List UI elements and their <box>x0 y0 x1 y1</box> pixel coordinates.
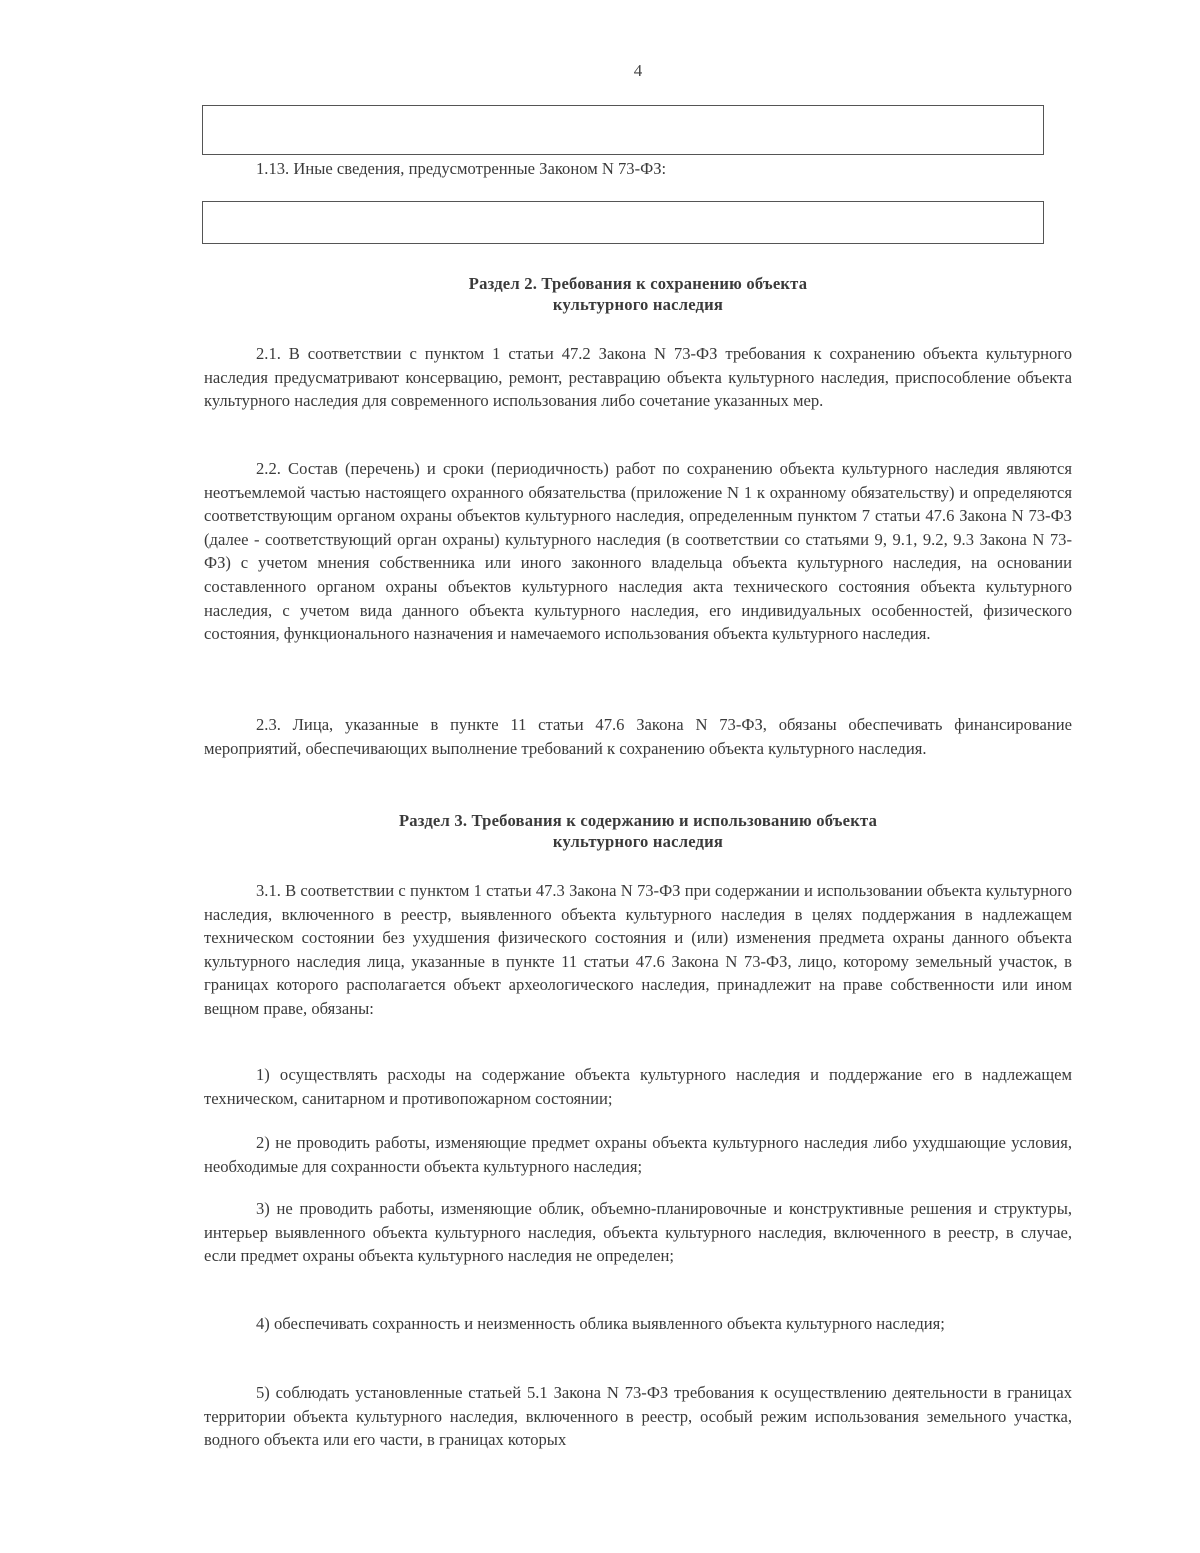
section-3-heading-line2: культурного наследия <box>552 832 724 851</box>
paragraph-2-1: 2.1. В соответствии с пунктом 1 статьи 47.2 Закона N 73-ФЗ требования к сохранению объекта культурного наследия предусматривают консервацию, ремонт, реставрацию объекта культурного наследия, приспособление объекта культурного наследия для современного использования либо сочетание указанных мер. <box>204 344 1072 411</box>
list-item-5: 5) соблюдать установленные статьей 5.1 Закона N 73-ФЗ требования к осуществлению деятельности в границах территории объекта культурного наследия, включенного в реестр, особый режим использования земельного участка, водного объекта или его части, в границах которых <box>204 1383 1072 1450</box>
section-2-heading <box>204 273 1072 315</box>
list-item-1: 1) осуществлять расходы на содержание объекта культурного наследия и поддержание его в надлежащем техническом, санитарном и противопожарном состоянии; <box>204 1065 1072 1108</box>
section-3-heading <box>204 810 1072 852</box>
list-item-2: 2) не проводить работы, изменяющие предмет охраны объекта культурного наследия либо ухудшающие условия, необходимые для сохранности объекта культурного наследия; <box>204 1133 1072 1176</box>
page-number: 4 <box>633 61 643 80</box>
paragraph-2-3: 2.3. Лица, указанные в пункте 11 статьи 47.6 Закона N 73-ФЗ, обязаны обеспечивать финансирование мероприятий, обеспечивающих выполнение требований к сохранению объекта культурного наследия. <box>204 715 1072 758</box>
field-box-1-13 <box>202 201 1044 244</box>
paragraph-3-1: 3.1. В соответствии с пунктом 1 статьи 47.3 Закона N 73-ФЗ при содержании и использовании объекта культурного наследия, включенного в реестр, выявленного объекта культурного наследия в целях поддержания в надлежащем техническом состоянии без ухудшения физического состояния и (или) изменения предмета охраны данного объекта культурного наследия лица, указанные в пункте 11 статьи 47.6 Закона N 73-ФЗ, лицо, которому земельный участок, в границах которого располагается объект археологического наследия, принадлежит на праве собственности или ином вещном праве, обязаны: <box>204 881 1072 1018</box>
field-box-1-12 <box>202 105 1044 155</box>
section-3-heading-line1: Раздел 3. Требования к содержанию и использованию объекта <box>398 811 878 830</box>
paragraph-2-2: 2.2. Состав (перечень) и сроки (периодичность) работ по сохранению объекта культурного наследия являются неотъемлемой частью настоящего охранного обязательства (приложение N 1 к охранному обязательству) и определяются соответствующим органом охраны объектов культурного наследия, определенным пунктом 7 статьи 47.6 Закона N 73-ФЗ (далее - соответствующий орган охраны) культурного наследия (в соответствии со статьями 9, 9.1, 9.2, 9.3 Закона N 73-ФЗ) с учетом мнения собственника или иного законного владельца объекта культурного наследия, на основании составленного органом охраны объектов культурного наследия акта технического состояния объекта культурного наследия, с учетом вида данного объекта культурного наследия, его индивидуальных особенностей, физического состояния, функционального назначения и намечаемого использования объекта культурного наследия. <box>204 459 1072 644</box>
list-item-3: 3) не проводить работы, изменяющие облик, объемно-планировочные и конструктивные решения и структуры, интерьер выявленного объекта культурного наследия, объекта культурного наследия, включенного в реестр, в случае, если предмет охраны объекта культурного наследия не определен; <box>204 1199 1072 1266</box>
section-2-heading-line2: культурного наследия <box>552 295 724 314</box>
item-1-13: 1.13. Иные сведения, предусмотренные Законом N 73-ФЗ: <box>256 159 667 178</box>
list-item-4: 4) обеспечивать сохранность и неизменность облика выявленного объекта культурного наследия; <box>256 1314 945 1333</box>
section-2-heading-line1: Раздел 2. Требования к сохранению объекта <box>468 274 808 293</box>
